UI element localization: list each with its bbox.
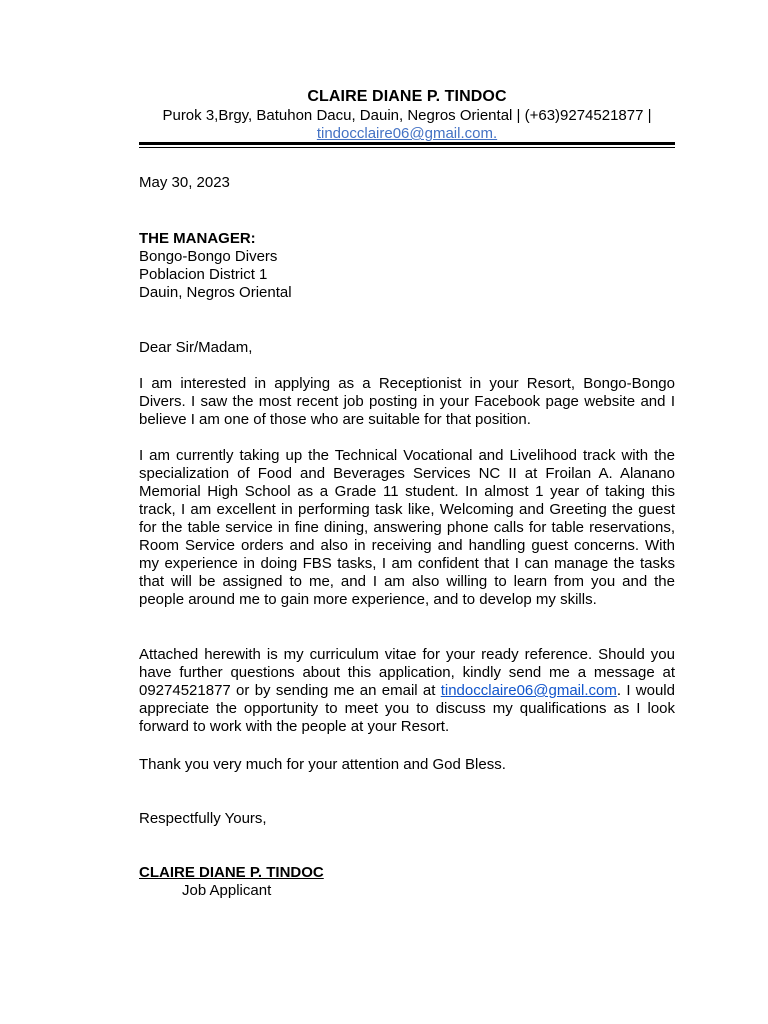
- recipient-district: Poblacion District 1: [139, 266, 268, 283]
- recipient-title: THE MANAGER:: [139, 230, 256, 247]
- signature-block: [139, 864, 675, 900]
- header-email-link[interactable]: tindocclaire06@gmail.com.: [316, 125, 498, 142]
- body-paragraph-4: Thank you very much for your attention and God Bless.: [139, 756, 506, 773]
- body-paragraph-1: I am interested in applying as a Receptionist in your Resort, Bongo-Bongo Divers. I saw the most recent job posting in your Facebook page website and I believe I am one of those who are suitable for that position.: [139, 375, 675, 428]
- signature-name: CLAIRE DIANE P. TINDOC: [139, 864, 324, 881]
- body-paragraph-3: [139, 646, 675, 736]
- applicant-name-heading: CLAIRE DIANE P. TINDOC: [307, 88, 507, 105]
- recipient-address: [139, 230, 675, 302]
- body-paragraph-2: I am currently taking up the Technical Vocational and Livelihood track with the specialization of Food and Beverages Services NC II at Froilan A. Alanano Memorial High School as a Grade 11 student. In almost 1 year of taking this track, I am excellent in performing task like, Welcoming and Greeting the guest for the table service in fine dining, answering phone calls for table reservations, Room Service orders and also in receiving and handling guest concerns. With my experience in doing FBS tasks, I am confident that I can manage the tasks that will be assigned to me, and I am also willing to learn from you and the people around me to gain more experience, and to develop my skills.: [139, 447, 675, 608]
- header-divider-thick: [139, 142, 675, 145]
- signature-role: Job Applicant: [182, 882, 272, 899]
- letter-date: May 30, 2023: [139, 174, 230, 191]
- salutation: Dear Sir/Madam,: [139, 339, 253, 356]
- recipient-company: Bongo-Bongo Divers: [139, 248, 278, 265]
- paragraph-3-text-start: Attached herewith is my curriculum vitae for your ready reference. Should you have further questions about this application, kindly send me a message at 09274521877 or by sending me an email at: [139, 646, 675, 699]
- paragraph-3-text-end: . I would appreciate the opportunity to meet you to discuss my qualifications as I look forward to work with the people at your Resort.: [139, 682, 675, 735]
- letterhead: [139, 87, 675, 143]
- header-divider-thin: [139, 147, 675, 148]
- recipient-city: Dauin, Negros Oriental: [139, 284, 292, 301]
- contact-address-phone: Purok 3,Brgy, Batuhon Dacu, Dauin, Negros Oriental | (+63)9274521877 |: [162, 107, 652, 124]
- closing: Respectfully Yours,: [139, 810, 267, 827]
- body-email-link[interactable]: tindocclaire06@gmail.com: [440, 682, 617, 699]
